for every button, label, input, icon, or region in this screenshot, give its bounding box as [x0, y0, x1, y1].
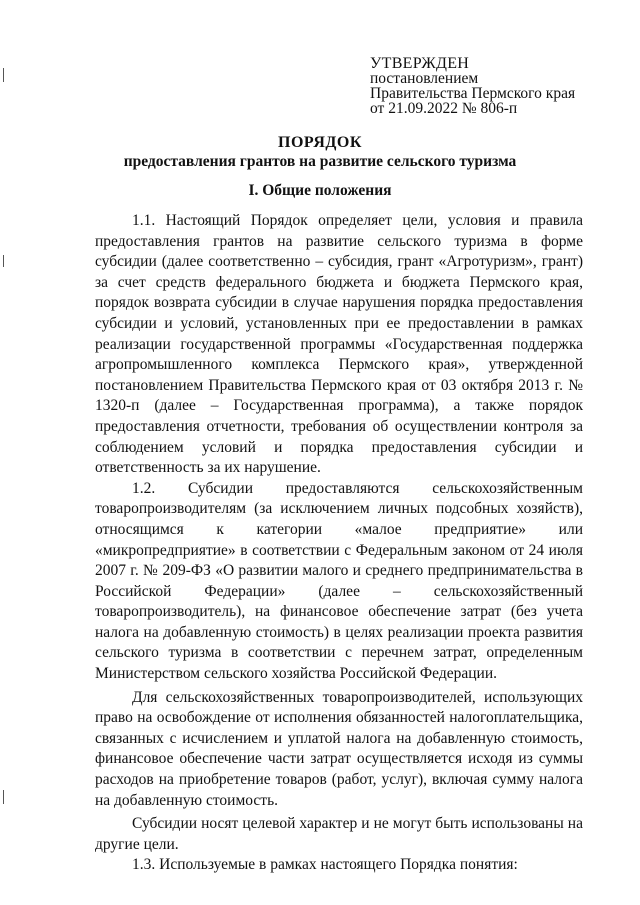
- paragraph-1-1: 1.1. Настоящий Порядок определяет цели, условия и правила предоставления грантов на развитие сельского туризма в форме субсидии (далее соответственно – субсидия, грант «Агротуризм», грант) за счет средств федерального бюджета и бюджета Пермского края, порядок возврата субсидии в случае нарушения порядка предоставления субсидии и условий, установленных при ее предоставлении в рамках реализации государственной программы «Государственная поддержка агропромышленного комплекса Пермского края», утвержденной постановлением Правительства Пермского края от 03 октября 2013 г. № 1320-п (далее – Государственная программа), а также порядок предоставления отчетности, требования об осуществлении контроля за соблюдением условий и порядка предоставления субсидии и ответственность за их нарушение.: [95, 212, 583, 477]
- approval-line-2: Правительства Пермского края: [370, 85, 576, 102]
- approval-stamp: [370, 56, 620, 116]
- approval-line-1: постановлением: [370, 70, 479, 87]
- document-title: ПОРЯДОК: [278, 134, 362, 151]
- section-heading: I. Общие положения: [248, 182, 392, 199]
- paragraph-1-3: 1.3. Используемые в рамках настоящего Порядка понятия:: [132, 856, 518, 874]
- document-subtitle: предоставления грантов на развитие сельского туризма: [123, 153, 517, 170]
- paragraph-vat: Для сельскохозяйственных товаропроизводителей, использующих право на освобождение от исполнения обязанностей налогоплательщика, связанных с исчислением и уплатой налога на добавленную стоимость, финансовое обеспечение части затрат осуществляется исходя из суммы расходов на приобретение товаров (работ, услуг), включая сумму налога на добавленную стоимость.: [95, 688, 583, 809]
- margin-mark-top: [3, 68, 4, 82]
- approval-line-3: от 21.09.2022 № 806-п: [370, 100, 518, 117]
- margin-mark-bottom: [3, 790, 4, 804]
- paragraph-1-2: 1.2. Субсидии предоставляются сельскохозяйственным товаропроизводителям (за исключением личных подсобных хозяйств), относящимся к категории «малое предприятие» или «микропредприятие» в соответствии с Федеральным законом от 24 июля 2007 г. № 209-ФЗ «О развитии малого и среднего предпринимательства в Российской Федерации» (далее – сельскохозяйственный товаропроизводитель), на финансовое обеспечение затрат (без учета налога на добавленную стоимость) в целях реализации проекта развития сельского туризма в соответствии с перечнем затрат, определенным Министерством сельского хозяйства Российской Федерации.: [95, 479, 583, 683]
- margin-mark-middle: [3, 255, 4, 267]
- document-body: [95, 211, 583, 876]
- approval-title: УТВЕРЖДЕН: [370, 55, 470, 72]
- paragraph-purpose: Субсидии носят целевой характер и не могут быть использованы на другие цели.: [95, 815, 583, 853]
